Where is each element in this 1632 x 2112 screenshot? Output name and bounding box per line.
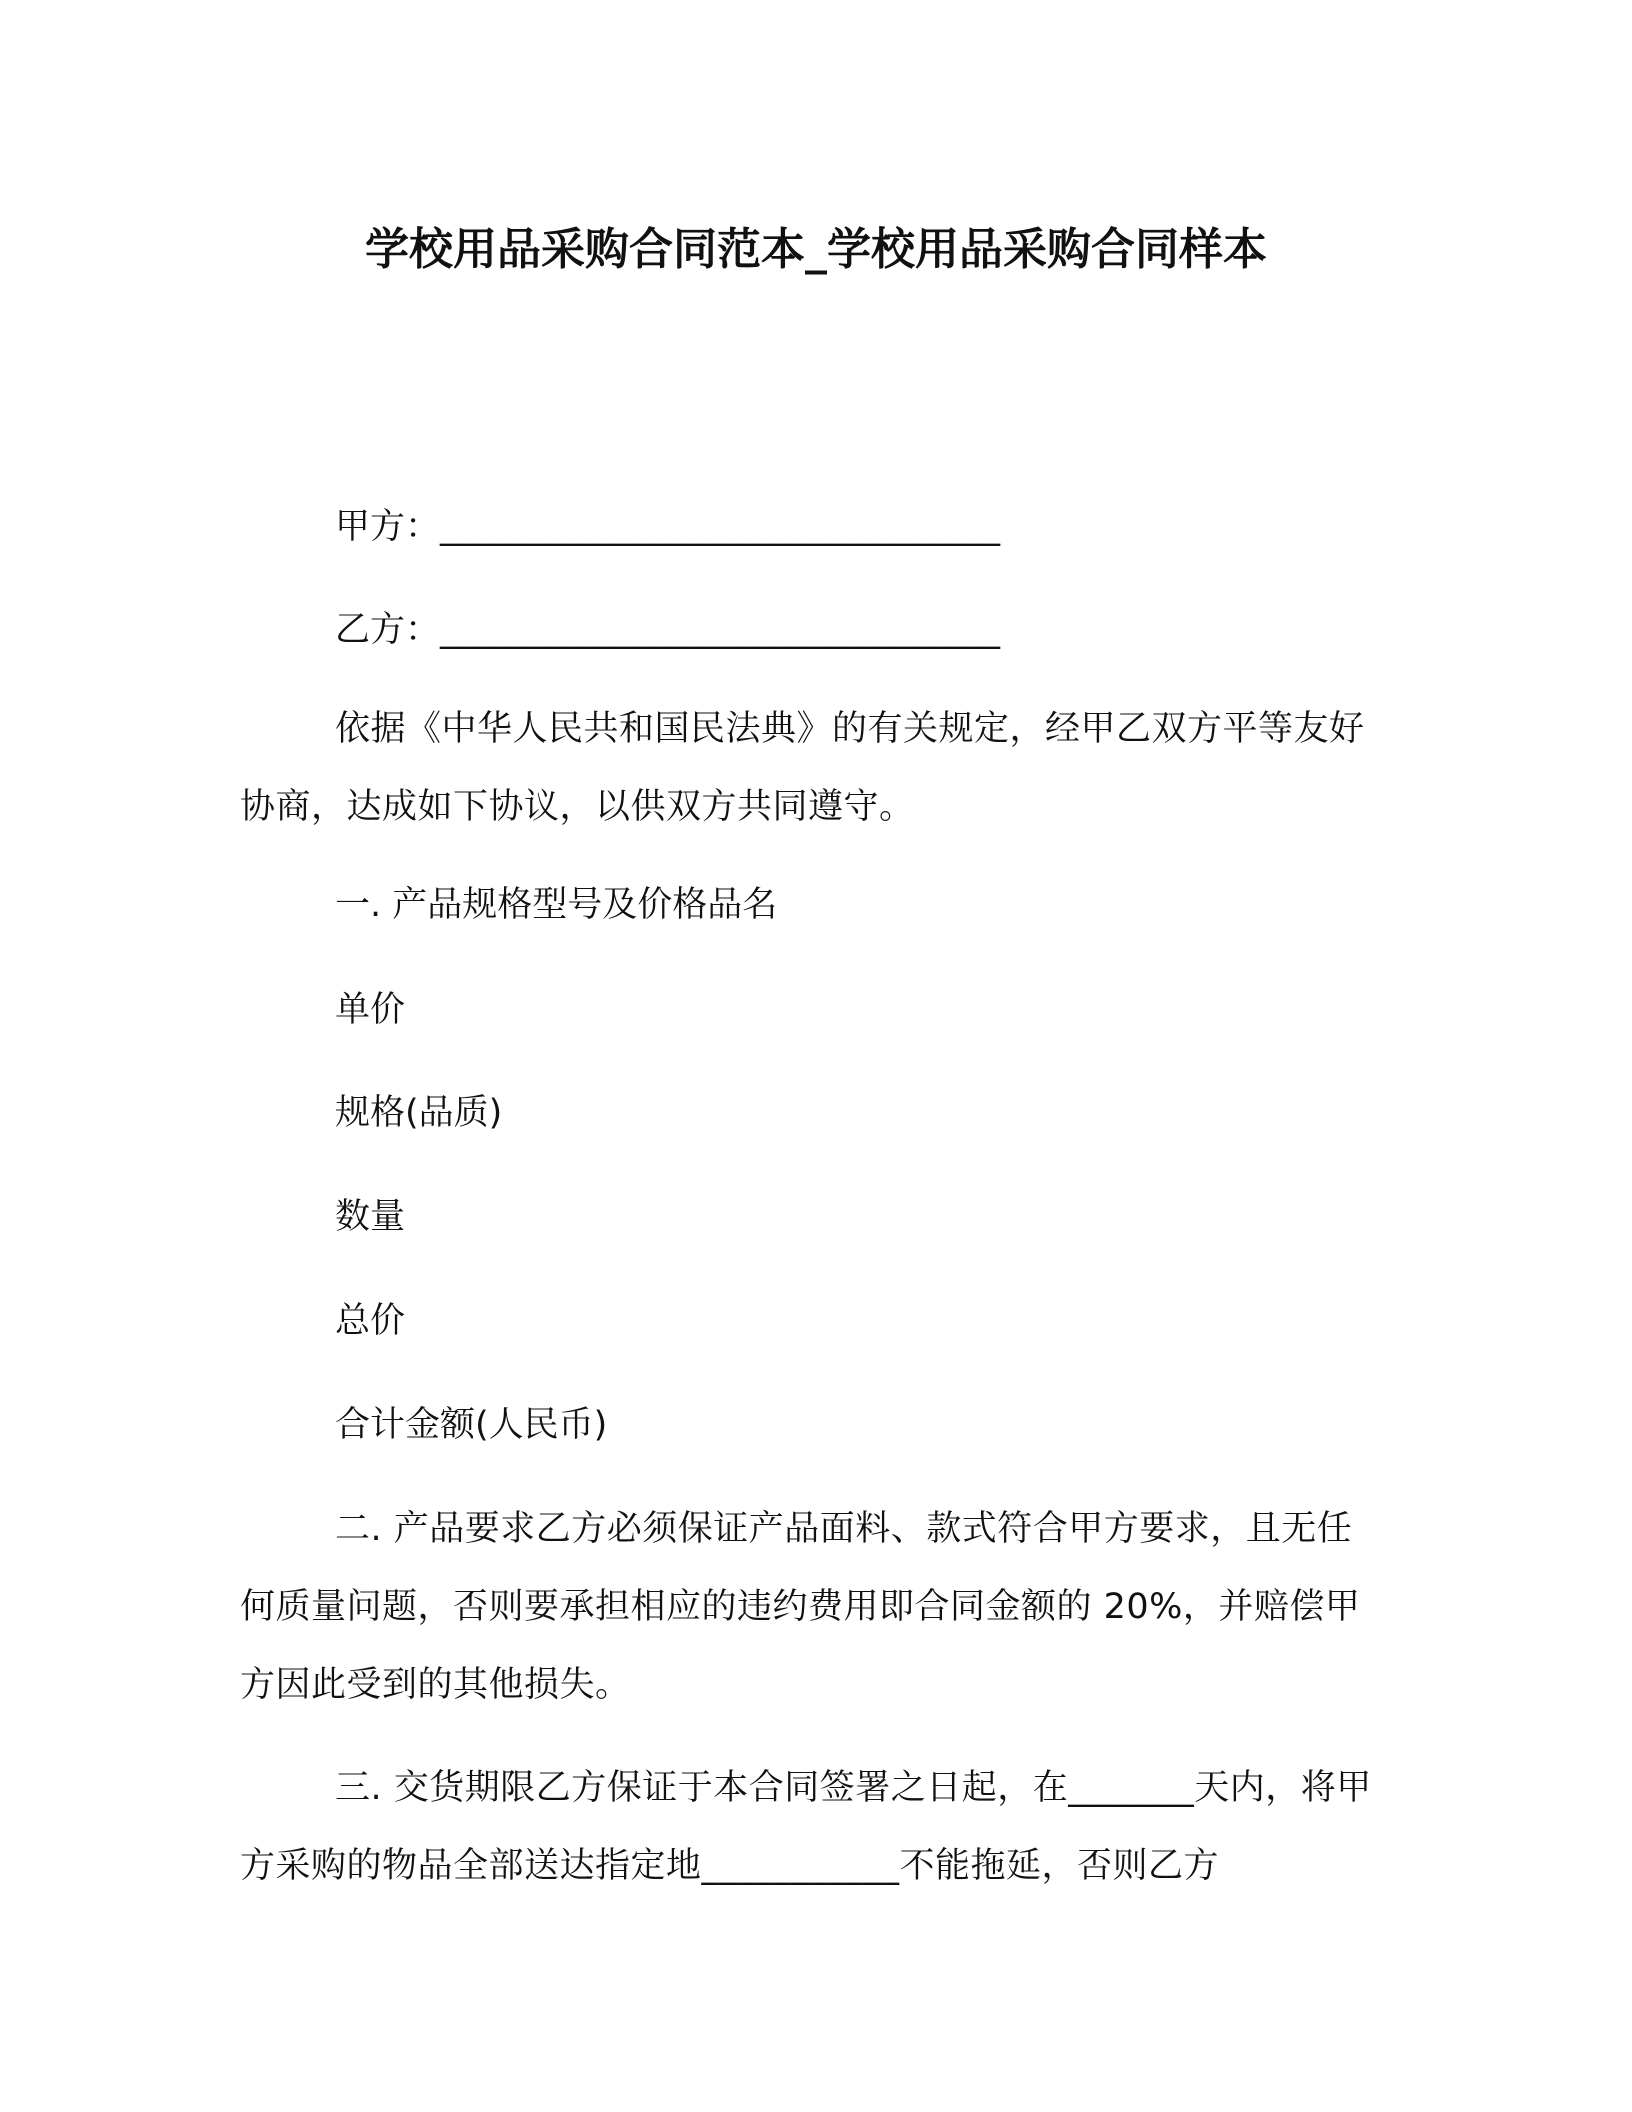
section3-paragraph: 三. 交货期限乙方保证于本合同签署之日起，在_______天内，将甲方采购的物品全部送达指定地___________不能拖延，否则乙方 <box>240 1768 1372 1886</box>
field-spec: 规格(品质) <box>335 1093 503 1133</box>
field-total-amount: 合计金额(人民币) <box>335 1405 608 1445</box>
section1-heading: 一. 产品规格型号及价格品名 <box>335 885 778 925</box>
party-a-line: 甲方：________________________________ <box>335 507 1001 547</box>
intro-paragraph: 依据《中华人民共和国民法典》的有关规定，经甲乙双方平等友好协商，达成如下协议，以供双方共同遵守。 <box>240 709 1365 827</box>
field-unit-price: 单价 <box>335 990 406 1030</box>
field-quantity: 数量 <box>335 1197 406 1237</box>
section2-paragraph: 二. 产品要求乙方必须保证产品面料、款式符合甲方要求，且无任何质量问题，否则要承担相应的违约费用即合同金额的 20%，并赔偿甲方因此受到的其他损失。 <box>240 1509 1361 1705</box>
field-total-price: 总价 <box>335 1301 406 1341</box>
document-title: 学校用品采购合同范本_学校用品采购合同样本 <box>365 224 1267 275</box>
party-b-line: 乙方：________________________________ <box>335 610 1001 650</box>
